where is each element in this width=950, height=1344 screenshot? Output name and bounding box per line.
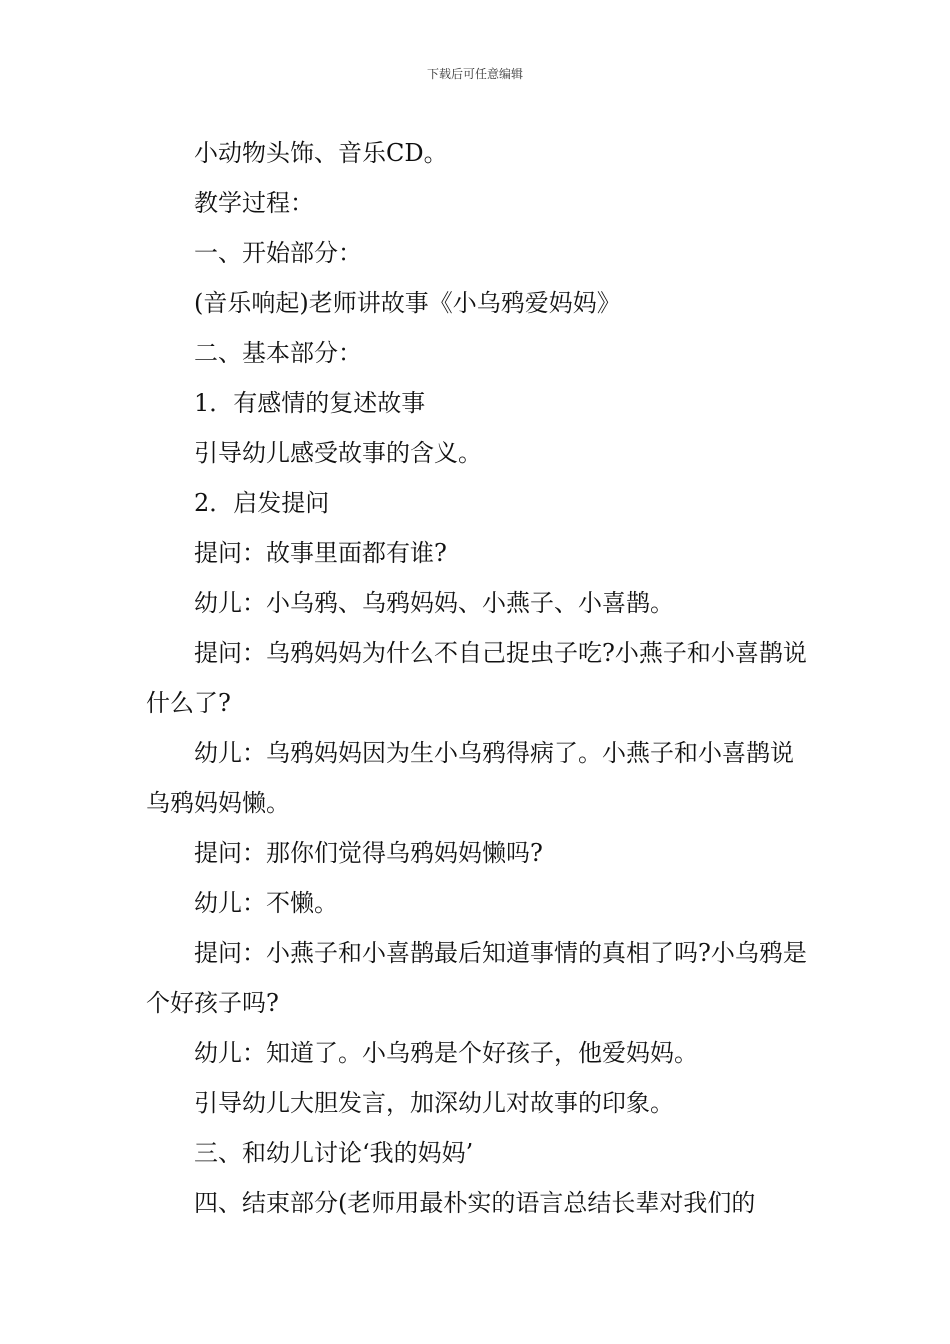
paragraph-question-4: 提问：小燕子和小喜鹊最后知道事情的真相了吗?小乌鸦是个好孩子吗? bbox=[146, 939, 807, 1017]
paragraph-story-intro: (音乐响起)老师讲故事《小乌鸦爱妈妈》 bbox=[194, 289, 621, 317]
paragraph-step-2: 2．启发提问 bbox=[194, 489, 330, 517]
page-header: 下载后可任意编辑 bbox=[426, 67, 523, 81]
paragraph-section-discuss: 三、和幼儿讨论‘我的妈妈’ bbox=[194, 1139, 474, 1167]
paragraph-answer-3: 幼儿：不懒。 bbox=[194, 889, 338, 917]
paragraph-section-end: 四、结束部分(老师用最朴实的语言总结长辈对我们的 bbox=[194, 1189, 756, 1217]
document-body bbox=[146, 128, 810, 1228]
paragraph-section-start: 一、开始部分： bbox=[194, 239, 362, 267]
paragraph-question-3: 提问：那你们觉得乌鸦妈妈懒吗? bbox=[194, 839, 543, 867]
paragraph-process-heading: 教学过程： bbox=[194, 189, 314, 217]
paragraph-materials: 小动物头饰、音乐CD。 bbox=[194, 139, 448, 167]
paragraph-step-1: 1．有感情的复述故事 bbox=[194, 389, 426, 417]
paragraph-answer-1: 幼儿：小乌鸦、乌鸦妈妈、小燕子、小喜鹊。 bbox=[194, 589, 674, 617]
paragraph-question-1: 提问：故事里面都有谁? bbox=[194, 539, 447, 567]
paragraph-guide-meaning: 引导幼儿感受故事的含义。 bbox=[194, 439, 482, 467]
paragraph-question-2: 提问：乌鸦妈妈为什么不自己捉虫子吃?小燕子和小喜鹊说什么了? bbox=[146, 639, 807, 717]
paragraph-guide-speak: 引导幼儿大胆发言，加深幼儿对故事的印象。 bbox=[194, 1089, 674, 1117]
paragraph-answer-2: 幼儿：乌鸦妈妈因为生小乌鸦得病了。小燕子和小喜鹊说乌鸦妈妈懒。 bbox=[146, 739, 794, 817]
paragraph-section-basic: 二、基本部分： bbox=[194, 339, 362, 367]
paragraph-answer-4: 幼儿：知道了。小乌鸦是个好孩子，他爱妈妈。 bbox=[194, 1039, 698, 1067]
